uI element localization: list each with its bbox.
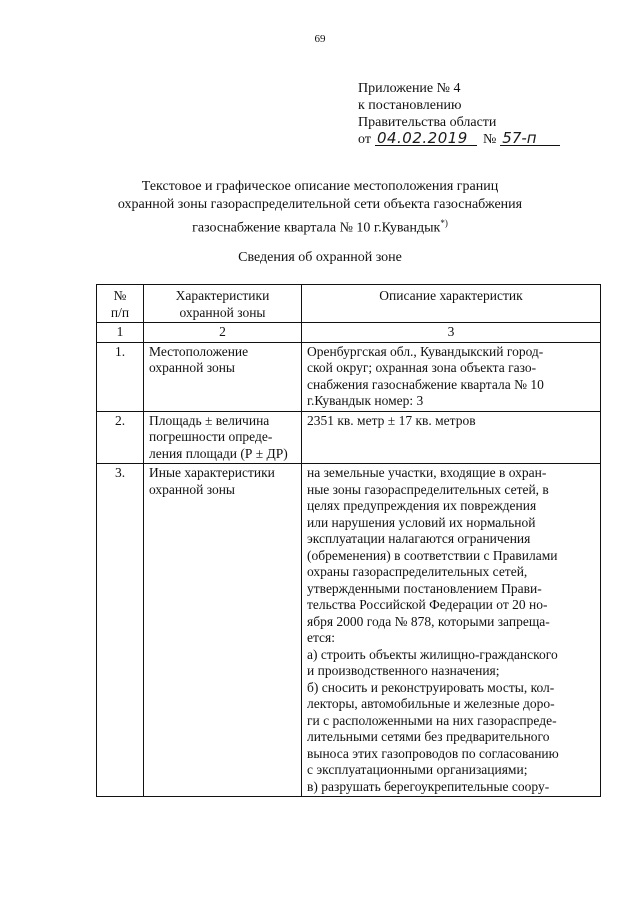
description-line: утвержденными постановлением Прави- [307, 580, 542, 596]
description-line: лительными сетями без предварительного [307, 729, 550, 744]
footnote-mark: *) [440, 218, 448, 228]
table-row [97, 464, 601, 797]
description-line: г.Кувандык номер: 3 [307, 393, 424, 408]
header-number: № п/п [97, 285, 144, 323]
description-line: ября 2000 года № 878, которыми запреща- [307, 613, 550, 629]
row-number: 2. [97, 411, 144, 464]
header-description: Описание характеристик [302, 285, 601, 323]
appendix-block [358, 80, 560, 148]
row-description [302, 464, 601, 797]
title-line-1: Текстовое и графическое описание местоположения границ [141, 179, 499, 194]
title-line-3: газоснабжение квартала № 10 г.Кувандык*) [192, 218, 448, 236]
description-line: а) строить объекты жилищно-гражданского [307, 646, 558, 662]
description-line: (обременения) в соответствии с Правилами [307, 547, 558, 563]
description-line: целях предупреждения их повреждения [307, 498, 537, 513]
description-line: на земельные участки, входящие в охран- [307, 465, 547, 480]
index-cell: 2 [144, 323, 302, 343]
table-row [97, 342, 601, 411]
row-characteristic: Местоположение охранной зоны [144, 342, 302, 411]
row-description [302, 342, 601, 411]
description-line: Оренбургская обл., Кувандыкский город- [307, 343, 544, 359]
description-line: и производственного назначения; [307, 663, 500, 678]
table-header-row [97, 285, 601, 323]
index-cell: 3 [302, 323, 601, 343]
row-characteristic: Иные характеристики охранной зоны [144, 464, 302, 797]
appendix-line-3: Правительства области [358, 115, 497, 130]
description-line: или нарушения условий их нормальной [307, 514, 536, 530]
table-index-row [97, 323, 601, 343]
description-line: б) сносить и реконструировать мосты, кол- [307, 679, 555, 695]
description-line: охраны газораспределительных сетей, [307, 564, 528, 579]
row-description [302, 411, 601, 464]
from-label: от [358, 132, 371, 147]
protection-zone-table [96, 284, 601, 797]
section-subtitle: Сведения об охранной зоне [238, 250, 402, 265]
number-label: № [482, 132, 497, 147]
description-line: лекторы, автомобильные и железные доро- [307, 696, 555, 711]
appendix-line-2: к постановлению [358, 98, 462, 113]
table-row [97, 411, 601, 464]
row-number: 1. [97, 342, 144, 411]
index-cell: 1 [97, 323, 144, 343]
appendix-line-1: Приложение № 4 [358, 81, 461, 96]
decree-reference [358, 131, 560, 148]
row-characteristic: Площадь ± величина погрешности опреде-ления площади (Р ± ДР) [144, 411, 302, 464]
description-line: выноса этих газопроводов по согласованию [307, 745, 559, 761]
description-line: тельства Российской Федерации от 20 но- [307, 597, 548, 612]
description-line: снабжения газоснабжение квартала № 10 [307, 376, 544, 392]
description-line: эксплуатации налагаются ограничения [307, 531, 531, 546]
description-line: с эксплуатационными организациями; [307, 762, 528, 777]
header-characteristic: Характеристики охранной зоны [144, 285, 302, 323]
description-line: ется: [307, 630, 336, 645]
description-line: в) разрушать берегоукрепительные соору- [307, 778, 550, 794]
description-line: ные зоны газораспределительных сетей, в [307, 481, 549, 497]
title-line-2: охранной зоны газораспределительной сети объекта газоснабжения [117, 197, 523, 212]
row-number: 3. [97, 464, 144, 797]
description-line: ской округ; охранная зона объекта газо- [307, 360, 537, 375]
document-title [60, 178, 580, 238]
handwritten-date: 04.02.2019 [375, 131, 477, 146]
page-number: 69 [314, 33, 326, 45]
description-line: ги с расположенными на них газораспреде- [307, 712, 557, 728]
handwritten-number: 57-п [500, 131, 560, 146]
description-line: 2351 кв. метр ± 17 кв. метров [307, 412, 476, 428]
